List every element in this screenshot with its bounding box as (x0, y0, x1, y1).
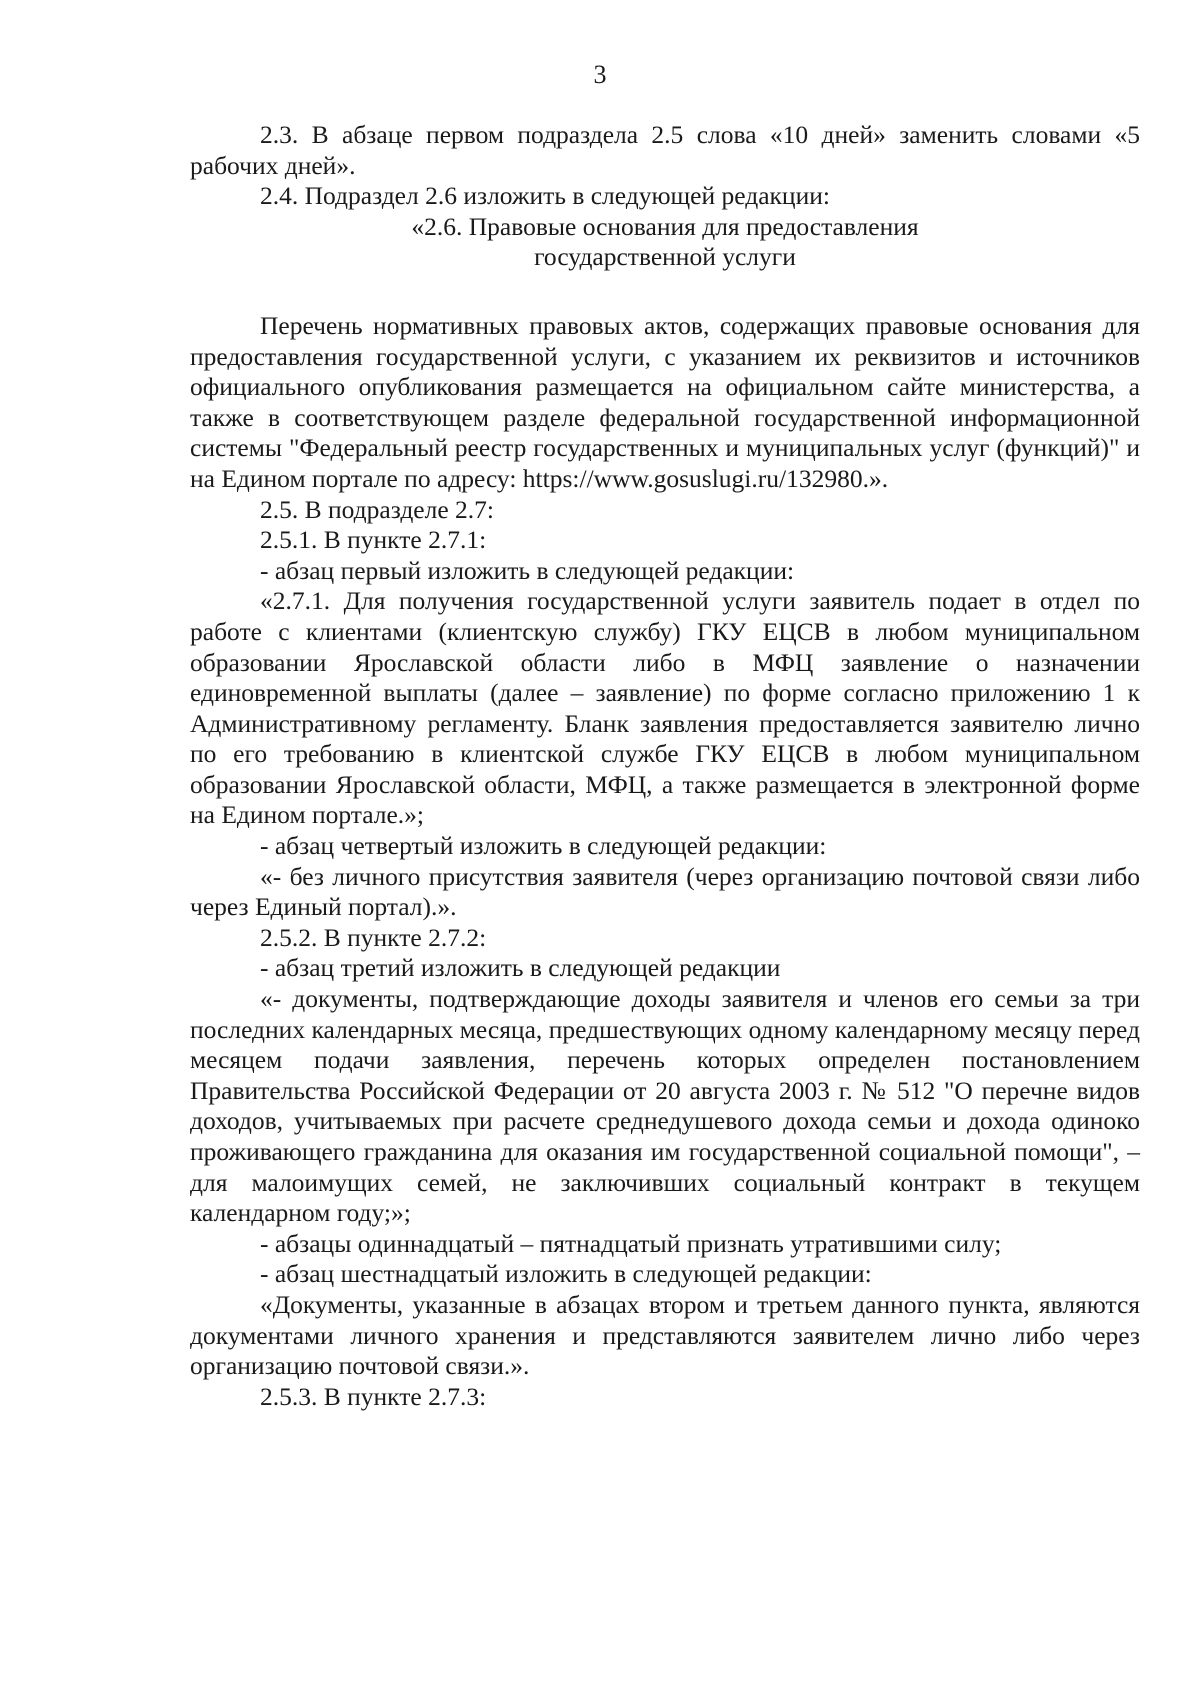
page-number: 3 (593, 60, 607, 89)
paragraph-third-indent-edit: - абзац третий изложить в следующей редакции (260, 953, 781, 983)
paragraph-2-5-3: 2.5.3. В пункте 2.7.3: (260, 1381, 487, 1411)
blank-line (190, 273, 1140, 311)
paragraph-fourth-indent-edit: - абзац четвертый изложить в следующей редакции: (260, 831, 827, 861)
paragraph-legal-basis: Перечень нормативных правовых актов, содержащих правовые основания для предоставления государственной услуги, с указанием их реквизитов и источников официального опубликования размещается на официальном сайте министерства, а также в соответствующем разделе федеральной государственной информационной системы "Федеральный реестр государственных и муниципальных услуг (функций)" и на Едином портале по адресу: https://www.gosuslugi.ru/132980.». (190, 310, 1140, 493)
paragraph-without-presence: «- без личного присутствия заявителя (через организацию почтовой связи либо через Единый портал).». (190, 861, 1140, 922)
document-body (190, 120, 1140, 1412)
paragraph-2-5: 2.5. В подразделе 2.7: (260, 494, 494, 524)
paragraph-first-indent-edit: - абзац первый изложить в следующей редакции: (260, 555, 795, 585)
paragraph-2-7-1: «2.7.1. Для получения государственной услуги заявитель подает в отдел по работе с клиентами (клиентскую службу) ГКУ ЕЦСВ в любом муниципальном образовании Ярославской области либо в МФЦ заявление о назначении единовременной выплаты (далее – заявление) по форме согласно приложению 1 к Административному регламенту. Бланк заявления предоставляется заявителю лично по его требованию в клиентской службе ГКУ ЕЦСВ в любом муниципальном образовании Ярославской области, МФЦ, а также размещается в электронной форме на Едином портале.»; (190, 586, 1140, 830)
subsection-heading-line-2: государственной услуги (534, 242, 796, 272)
paragraph-2-3: 2.3. В абзаце первом подраздела 2.5 слова «10 дней» заменить словами «5 рабочих дней». (190, 120, 1140, 180)
paragraph-sixteenth-indent-edit: - абзац шестнадцатый изложить в следующей редакции: (260, 1259, 872, 1289)
subsection-heading-line-1: «2.6. Правовые основания для предоставления (411, 211, 919, 241)
paragraph-indents-void: - абзацы одиннадцатый – пятнадцатый признать утратившими силу; (260, 1228, 1002, 1258)
paragraph-2-5-2: 2.5.2. В пункте 2.7.2: (260, 922, 487, 952)
paragraph-income-documents: «- документы, подтверждающие доходы заявителя и членов его семьи за три последних календарных месяца, предшествующих одному календарному месяцу перед месяцем подачи заявления, перечень которых определен постановлением Правительства Российской Федерации от 20 августа 2003 г. № 512 "О перечне видов доходов, учитываемых при расчете среднедушевого дохода семьи и дохода одиноко проживающего гражданина для оказания им государственной социальной помощи", – для малоимущих семей, не заключивших социальный контракт в текущем календарном году;»; (190, 984, 1140, 1228)
paragraph-2-5-1: 2.5.1. В пункте 2.7.1: (260, 525, 487, 555)
paragraph-2-4: 2.4. Подраздел 2.6 изложить в следующей редакции: (260, 181, 830, 211)
paragraph-personal-documents: «Документы, указанные в абзацах втором и третьем данного пункта, являются документами личного хранения и представляются заявителем лично либо через организацию почтовой связи.». (190, 1289, 1140, 1381)
